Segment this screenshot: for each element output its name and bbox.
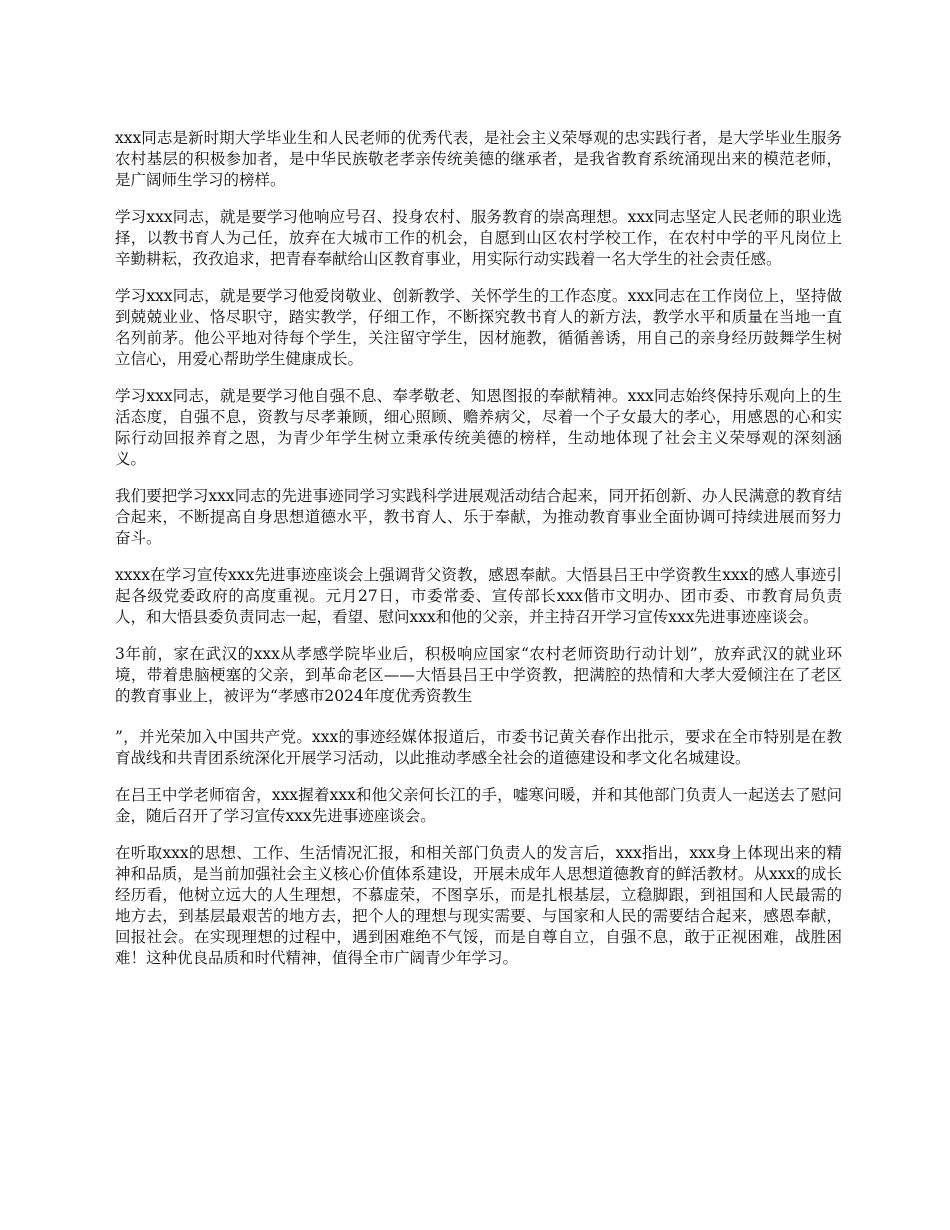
paragraph-3: 学习xxx同志，就是要学习他爱岗敬业、创新教学、关怀学生的工作态度。xxx同志在工作岗位上，坚持做到兢兢业业、恪尽职守，踏实教学，仔细工作，不断探究教书育人的新方法，教学水平和质量在当地一直名列前茅。他公平地对待每个学生，关注留守学生，因材施教，循循善诱，用自己的亲身经历鼓舞学生树立信心，用爱心帮助学生健康成长。 [115, 287, 842, 368]
paragraph-7: 3年前，家在武汉的xxx从孝感学院毕业后，积极响应国家“农村老师资助行动计划”，放弃武汉的就业环境，带着患脑梗塞的父亲，到革命老区——大悟县吕王中学资教，把满腔的热情和大孝大爱倾注在了老区的教育事业上，被评为“孝感市2024年度优秀资教生 [115, 645, 842, 705]
paragraph-8: ”，并光荣加入中国共产党。xxx的事迹经媒体报道后，市委书记黄关春作出批示，要求在全市特别是在教育战线和共青团系统深化开展学习活动，以此推动孝感全社会的道德建设和孝文化名城建设。 [115, 728, 842, 767]
paragraph-9: 在吕王中学老师宿舍，xxx握着xxx和他父亲何长江的手，嘘寒问暖，并和其他部门负责人一起送去了慰问金，随后召开了学习宣传xxx先进事迹座谈会。 [115, 786, 842, 825]
paragraph-4: 学习xxx同志，就是要学习他自强不息、奉孝敬老、知恩图报的奉献精神。xxx同志始终保持乐观向上的生活态度，自强不息，资教与尽孝兼顾，细心照顾、赡养病父，尽着一个子女最大的孝心，用感恩的心和实际行动回报养育之恩，为青少年学生树立秉承传统美德的榜样，生动地体现了社会主义荣辱观的深刻涵义。 [115, 387, 842, 468]
paragraph-10: 在听取xxx的思想、工作、生活情况汇报，和相关部门负责人的发言后，xxx指出，xxx身上体现出来的精神和品质，是当前加强社会主义核心价值体系建设，开展未成年人思想道德教育的鲜活教材。从xxx的成长经历看，他树立远大的人生理想，不慕虚荣，不图享乐，而是扎根基层，立稳脚跟，到祖国和人民最需的地方去，到基层最艰苦的地方去，把个人的理想与现实需要、与国家和人民的需要结合起来，感恩奉献，回报社会。在实现理想的过程中，遇到困难绝不气馁，而是自尊自立，自强不息，敢于正视困难，战胜困难！这种优良品质和时代精神，值得全市广阔青少年学习。 [115, 844, 842, 967]
paragraph-1: xxx同志是新时期大学毕业生和人民老师的优秀代表，是社会主义荣辱观的忠实践行者，是大学毕业生服务农村基层的积极参加者，是中华民族敬老孝亲传统美德的继承者，是我省教育系统涌现出来的模范老师，是广阔师生学习的榜样。 [115, 129, 842, 189]
paragraph-2: 学习xxx同志，就是要学习他响应号召、投身农村、服务教育的崇高理想。xxx同志坚定人民老师的职业选择，以教书育人为己任，放弃在大城市工作的机会，自愿到山区农村学校工作，在农村中学的平凡岗位上辛勤耕耘，孜孜追求，把青春奉献给山区教育事业，用实际行动实践着一名大学生的社会责任感。 [115, 208, 842, 268]
paragraph-5: 我们要把学习xxx同志的先进事迹同学习实践科学进展观活动结合起来，同开拓创新、办人民满意的教育结合起来，不断提高自身思想道德水平，教书育人、乐于奉献，为推动教育事业全面协调可持续进展而努力奋斗。 [115, 487, 842, 547]
document-page [115, 128, 842, 985]
paragraph-6: xxxx在学习宣传xxx先进事迹座谈会上强调背父资教，感恩奉献。大悟县吕王中学资教生xxx的感人事迹引起各级党委政府的高度重视。元月27日，市委常委、宣传部长xxx偕市文明办、团市委、市教育局负责人，和大悟县委负责同志一起，看望、慰问xxx和他的父亲，并主持召开学习宣传xxx先进事迹座谈会。 [115, 566, 842, 626]
